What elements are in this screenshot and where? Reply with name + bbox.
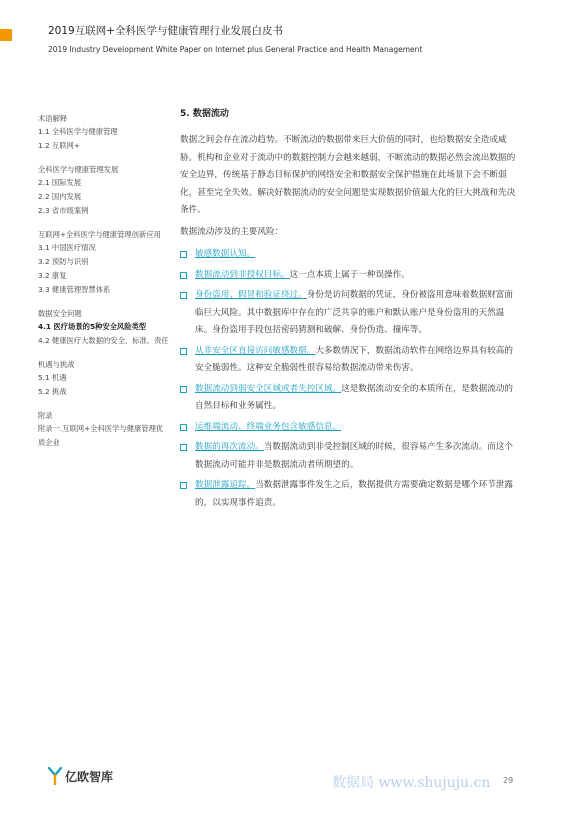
toc-item[interactable]: 5.1 机遇 bbox=[38, 373, 67, 382]
square-bullet-icon bbox=[180, 482, 187, 489]
toc-item[interactable]: 2.1 国际发展 bbox=[38, 178, 82, 187]
toc-item[interactable]: 3.2 康复 bbox=[38, 271, 67, 280]
risk-text: 身份是访问数据的凭证，身份被盗用意味着数据财富面临巨大风险。其中数据库中存在的广泛共享的账户和默认账户是身份盗用的天然温床。身份盗用手段包括密码猜测和破解、身份伪造、撞库等。 bbox=[195, 290, 513, 335]
risk-item bbox=[180, 439, 520, 474]
risk-item bbox=[180, 287, 520, 340]
risk-highlight: 数据泄露追踪。 bbox=[195, 480, 256, 490]
toc-item[interactable]: 附录一.互联网+全科医学与健康管理优质企业 bbox=[38, 424, 164, 447]
risk-item bbox=[180, 246, 520, 264]
toc-group bbox=[38, 113, 170, 153]
watermark: 数据局 www.shujuju.cn bbox=[332, 775, 491, 791]
risk-intro: 数据流动涉及的主要风险： bbox=[180, 226, 284, 237]
square-bullet-icon bbox=[180, 386, 187, 393]
square-bullet-icon bbox=[180, 272, 187, 279]
toc-item[interactable]: 4.2 健康医疗大数据的安全、标准、责任 bbox=[38, 336, 169, 345]
section-title: 5. 数据流动 bbox=[180, 109, 229, 119]
header-accent-bar bbox=[0, 29, 12, 41]
toc-heading[interactable]: 附录 bbox=[38, 411, 53, 420]
risk-text: 当数据流动到非受控制区域的时候，很容易产生多次流动。而这个数据流动可能并非是数据流动者所期望的。 bbox=[195, 442, 513, 470]
risk-highlight: 运维端流动、终端业务包含敏感信息。 bbox=[195, 421, 342, 432]
risk-text: 大多数情况下，数据流动软件在网络边界具有较高的安全脆弱性。这种安全脆弱性很容易给数据流动带来伤害。 bbox=[195, 345, 513, 373]
risk-text: 这一点本质上属于一种误操作。 bbox=[289, 269, 410, 280]
toc-heading[interactable]: 机遇与挑战 bbox=[38, 360, 75, 369]
square-bullet-icon bbox=[180, 444, 187, 451]
risk-highlight: 数据流动到非授权目标。 bbox=[195, 269, 290, 280]
toc-item[interactable]: 4.1 医疗场景的5种安全风险类型 bbox=[38, 322, 147, 331]
toc-item[interactable]: 3.2 预防与识别 bbox=[38, 257, 89, 266]
toc-group bbox=[38, 359, 170, 399]
toc-heading[interactable]: 全科医学与健康管理发展 bbox=[38, 165, 119, 174]
logo-text: 亿欧智库 bbox=[65, 769, 114, 784]
page-number: 29 bbox=[503, 776, 514, 785]
toc-group bbox=[38, 164, 170, 218]
risk-item bbox=[180, 343, 520, 378]
square-bullet-icon bbox=[180, 348, 187, 355]
risk-item bbox=[180, 419, 520, 437]
brand-logo bbox=[48, 766, 113, 786]
risk-item bbox=[180, 477, 520, 512]
risk-highlight: 数据流动到弱安全区域或者失控区域。 bbox=[195, 383, 342, 394]
logo-mark-icon bbox=[48, 767, 62, 785]
toc-item[interactable]: 1.1 全科医学与健康管理 bbox=[38, 127, 118, 136]
toc-heading[interactable]: 互联网+全科医学与健康管理创新应用 bbox=[38, 230, 161, 239]
risk-highlight: 敏感数据认知。 bbox=[195, 249, 256, 259]
toc-item[interactable]: 5.2 挑战 bbox=[38, 387, 67, 396]
toc-item[interactable]: 2.2 国内发展 bbox=[38, 192, 82, 201]
toc-heading[interactable]: 术语解释 bbox=[38, 114, 68, 123]
toc-item[interactable]: 3.1 中国医疗情况 bbox=[38, 243, 96, 252]
report-subtitle: 2019 Industry Development White Paper on Internet plus General Practice and Health Management bbox=[48, 45, 423, 54]
risk-highlight: 从非安全区直接访问敏感数据。 bbox=[195, 345, 316, 356]
risk-item bbox=[180, 267, 520, 285]
risk-list bbox=[180, 246, 520, 512]
risk-text: 当数据泄露事件发生之后，数据提供方需要确定数据是哪个环节泄露的，以实现事件追责。 bbox=[195, 480, 513, 508]
toc-item[interactable]: 3.3 健康管理智慧体系 bbox=[38, 285, 111, 294]
toc-group bbox=[38, 308, 170, 348]
risk-highlight: 数据的再次流动。 bbox=[195, 442, 264, 452]
intro-paragraph: 数据之间会存在流动趋势。不断流动的数据带来巨大价值的同时，也给数据安全造成威胁。机构和企业对于流动中的数据控制力会越来越弱，不断流动的数据必然会流出数据的安全边界，传统基于静态目标保护的网络安全和数据安全保护措施在此场景下会不断弱化，甚至完全失效。解决好数据流动的安全问题是实现数据价值最大化的巨大挑战和先决条件。 bbox=[180, 135, 516, 215]
toc-item[interactable]: 1.2 互联网+ bbox=[38, 141, 80, 150]
risk-highlight: 身份盗用、假冒和验证绕过。 bbox=[195, 290, 307, 300]
report-title: 2019互联网+全科医学与健康管理行业发展白皮书 bbox=[48, 25, 284, 37]
table-of-contents bbox=[38, 113, 170, 461]
toc-heading[interactable]: 数据安全问题 bbox=[38, 309, 82, 318]
toc-item[interactable]: 2.3 省市级案例 bbox=[38, 206, 89, 215]
square-bullet-icon bbox=[180, 424, 187, 431]
risk-text: 这是数据流动安全的本质所在，是数据流动的自然目标和业务属性。 bbox=[195, 383, 513, 411]
square-bullet-icon bbox=[180, 251, 187, 258]
risk-item bbox=[180, 381, 520, 416]
main-content bbox=[180, 106, 520, 515]
toc-group bbox=[38, 410, 170, 450]
square-bullet-icon bbox=[180, 292, 187, 299]
toc-group bbox=[38, 229, 170, 297]
